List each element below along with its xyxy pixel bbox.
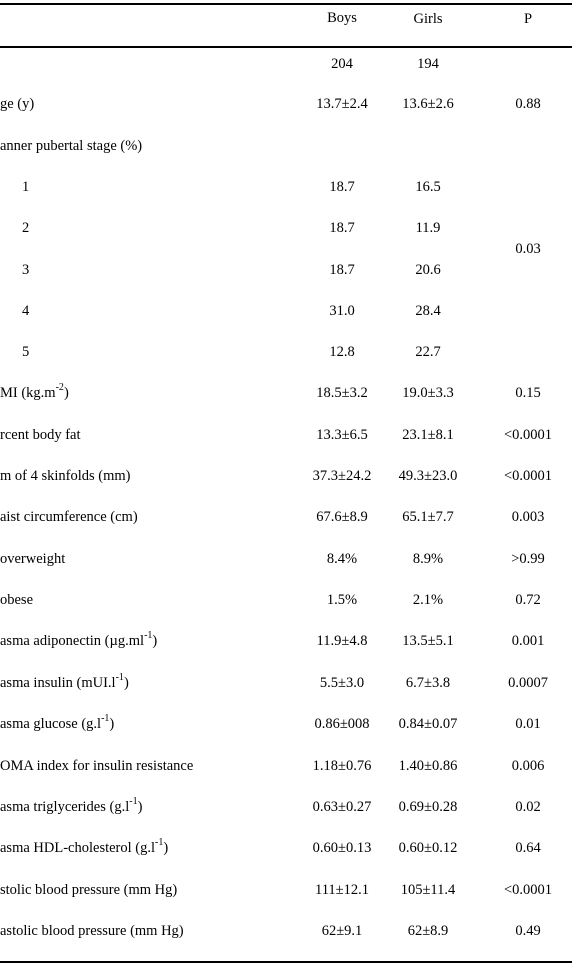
cell-boys: 62±9.1: [321, 923, 363, 939]
cell-boys: 0.86±008: [314, 716, 370, 732]
cell-girls: 13.5±5.1: [402, 633, 454, 649]
row-label: asma HDL-cholesterol $(g.l^{-1})$: [0, 837, 169, 856]
cell-boys: 0.63±0.27: [312, 799, 372, 815]
row-label: asma triglycerides $(g.l^{-1})$: [0, 796, 143, 815]
cell-girls: 0.69±0.28: [398, 799, 458, 815]
row-label: asma glucose $(g.l^{-1})$: [0, 713, 115, 732]
cell-girls: 28.4: [415, 303, 441, 319]
row-label: rcent body fat: [0, 427, 81, 443]
row-label: asma adiponectin $(\mu g.ml^{-1})$: [0, 630, 158, 649]
cell-girls: 22.7: [415, 344, 441, 360]
row-label: 2: [22, 220, 30, 236]
row-label: 3: [22, 262, 30, 278]
cell-p: 0.15: [515, 385, 541, 401]
cell-p: <0.0001: [503, 427, 553, 443]
header-p: P: [523, 11, 533, 27]
row-label: m of 4 skinfolds (mm): [0, 468, 131, 484]
cell-p: <0.0001: [503, 468, 553, 484]
cell-p: 0.64: [515, 840, 541, 856]
cell-p: 0.72: [515, 592, 541, 608]
cell-girls: 23.1±8.1: [402, 427, 454, 443]
row-label: overweight: [0, 551, 66, 567]
cell-boys: 18.5±3.2: [316, 385, 368, 401]
cell-p: 0.0007: [508, 675, 548, 691]
cell-girls: 0.60±0.12: [398, 840, 458, 856]
cell-p: 0.001: [511, 633, 545, 649]
cell-boys: 67.6±8.9: [316, 509, 368, 525]
cell-girls: 8.9%: [412, 551, 444, 567]
cell-boys: 11.9±4.8: [316, 633, 368, 649]
cell-boys: 18.7: [329, 220, 355, 236]
cell-girls: 20.6: [415, 262, 441, 278]
cell-girls: 62±8.9: [407, 923, 449, 939]
row-label: stolic blood pressure (mm Hg): [0, 882, 178, 898]
cell-girls: 105±11.4: [400, 882, 456, 898]
cell-boys: 13.3±6.5: [316, 427, 368, 443]
cell-girls: 6.7±3.8: [405, 675, 451, 691]
cell-p: 0.006: [511, 758, 545, 774]
cell-p: <0.0001: [503, 882, 553, 898]
cell-p: 0.88: [515, 96, 541, 112]
header-girls: Girls: [413, 11, 443, 27]
row-label: aist circumference (cm): [0, 509, 138, 525]
cell-boys: 8.4%: [326, 551, 358, 567]
cell-girls: 65.1±7.7: [402, 509, 454, 525]
cell-boys: 31.0: [329, 303, 355, 319]
cell-boys: 12.8: [329, 344, 355, 360]
cell-girls: 1.40±0.86: [398, 758, 458, 774]
row-label: OMA index for insulin resistance: [0, 758, 194, 774]
row-label: 1: [22, 179, 30, 195]
table-bottom-rule: [0, 961, 572, 963]
cell-boys: 37.3±24.2: [312, 468, 372, 484]
header-boys: Boys: [327, 10, 357, 26]
cell-girls: 16.5: [415, 179, 441, 195]
cell-boys: 5.5±3.0: [319, 675, 365, 691]
cell-girls: 0.84±0.07: [398, 716, 458, 732]
cell-boys: 1.18±0.76: [312, 758, 372, 774]
row-label: MI $(kg.m^{-2})$: [0, 382, 69, 401]
cell-boys: 204: [331, 56, 353, 72]
cell-girls: 19.0±3.3: [402, 385, 454, 401]
cell-boys: 1.5%: [326, 592, 358, 608]
row-label: ge (y): [0, 96, 35, 112]
cell-p: 0.02: [515, 799, 541, 815]
row-label: 4: [22, 303, 30, 319]
row-label: obese: [0, 592, 34, 608]
cell-boys: 13.7±2.4: [316, 96, 368, 112]
row-label: 5: [22, 344, 30, 360]
cell-p: 0.01: [515, 716, 541, 732]
row-label: anner pubertal stage (%): [0, 138, 143, 154]
cell-girls: 194: [417, 56, 439, 72]
cell-p: 0.003: [511, 509, 545, 525]
table-top-rule: [0, 3, 572, 5]
row-label: asma insulin $(mUI.l^{-1})$: [0, 672, 129, 691]
cell-girls: 11.9: [415, 220, 441, 236]
cell-girls: 13.6±2.6: [402, 96, 454, 112]
cell-p-tanner: 0.03: [515, 241, 541, 257]
cell-p: 0.49: [515, 923, 541, 939]
row-label: astolic blood pressure (mm Hg): [0, 923, 184, 939]
cell-boys: 18.7: [329, 262, 355, 278]
cell-p: >0.99: [511, 551, 545, 567]
cell-girls: 49.3±23.0: [398, 468, 458, 484]
cell-boys: 0.60±0.13: [312, 840, 372, 856]
cell-girls: 2.1%: [412, 592, 444, 608]
cell-boys: 18.7: [329, 179, 355, 195]
header-rule: [0, 46, 572, 48]
cell-boys: 111±12.1: [314, 882, 369, 898]
